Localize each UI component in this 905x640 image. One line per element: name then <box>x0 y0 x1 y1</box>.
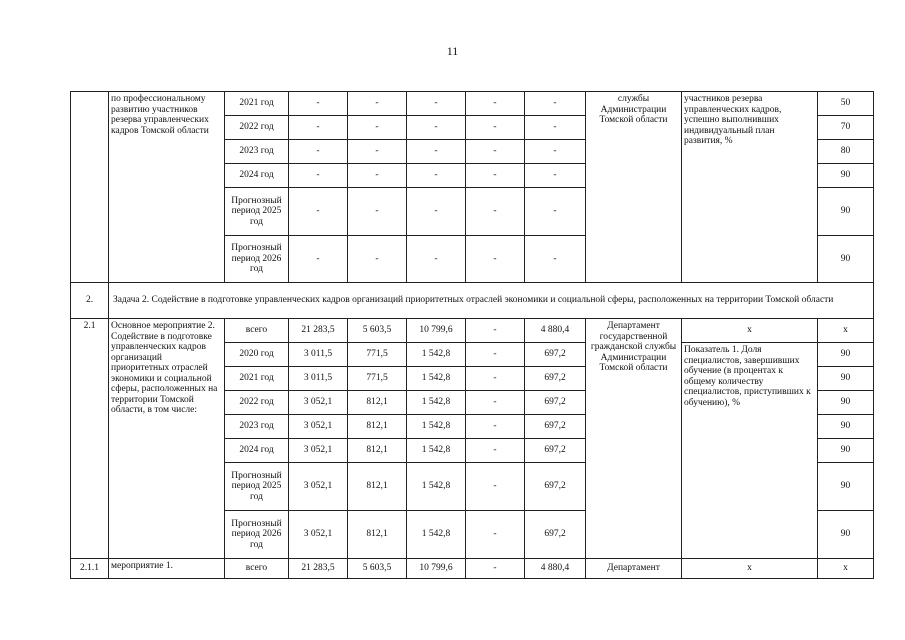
value-cell: - <box>466 511 525 559</box>
period-cell: Прогнозный период 2026 год <box>225 236 289 283</box>
value-cell: 812,1 <box>348 391 407 415</box>
value-cell: - <box>348 116 407 140</box>
value-cell: 771,5 <box>348 367 407 391</box>
value-cell: - <box>348 140 407 164</box>
value-cell: 697,2 <box>525 511 586 559</box>
value-cell: - <box>407 92 466 116</box>
period-cell: Прогнозный период 2026 год <box>225 511 289 559</box>
empty-cell <box>71 92 109 283</box>
value-cell: - <box>407 116 466 140</box>
value-cell: 4 880,4 <box>525 559 586 579</box>
value-cell: - <box>466 319 525 343</box>
value-cell: - <box>348 164 407 188</box>
target-cell: 90 <box>818 415 874 439</box>
target-cell: 70 <box>818 116 874 140</box>
value-cell: 1 542,8 <box>407 367 466 391</box>
value-cell: - <box>466 116 525 140</box>
value-cell: 21 283,5 <box>289 319 348 343</box>
period-cell: всего <box>225 559 289 579</box>
value-cell: - <box>407 236 466 283</box>
value-cell: - <box>525 92 586 116</box>
value-cell: 697,2 <box>525 343 586 367</box>
value-cell: 3 052,1 <box>289 511 348 559</box>
value-cell: - <box>466 559 525 579</box>
value-cell: - <box>407 188 466 236</box>
value-cell: 3 052,1 <box>289 463 348 511</box>
value-cell: 3 052,1 <box>289 415 348 439</box>
period-cell: Прогнозный период 2025 год <box>225 463 289 511</box>
period-cell: 2022 год <box>225 116 289 140</box>
target-cell: 90 <box>818 236 874 283</box>
value-cell: - <box>525 236 586 283</box>
target-cell: x <box>818 319 874 343</box>
value-cell: 3 052,1 <box>289 439 348 463</box>
target-cell: 90 <box>818 367 874 391</box>
period-cell: всего <box>225 319 289 343</box>
value-cell: - <box>525 188 586 236</box>
event-name: Основное мероприятие 2. Содействие в подготовке управленческих кадров организаций приоритетных отраслей экономики и социальной сферы, расположенных на территории Томской области, в том числе: <box>109 319 225 559</box>
value-cell: 812,1 <box>348 511 407 559</box>
value-cell: - <box>289 116 348 140</box>
target-cell: 90 <box>818 463 874 511</box>
value-cell: 21 283,5 <box>289 559 348 579</box>
target-cell: 90 <box>818 188 874 236</box>
value-cell: 5 603,5 <box>348 319 407 343</box>
value-cell: - <box>466 236 525 283</box>
indicator-cell: Показатель 1. Доля специалистов, завершивших обучение (в процентах к общему количеству специалистов, приступивших к обучению), % <box>682 343 818 559</box>
target-cell: 90 <box>818 511 874 559</box>
period-cell: 2023 год <box>225 140 289 164</box>
value-cell: 771,5 <box>348 343 407 367</box>
event-name: мероприятие 1. <box>109 559 225 579</box>
value-cell: - <box>289 140 348 164</box>
period-cell: 2023 год <box>225 415 289 439</box>
value-cell: 697,2 <box>525 439 586 463</box>
value-cell: 1 542,8 <box>407 343 466 367</box>
value-cell: - <box>525 116 586 140</box>
value-cell: - <box>525 140 586 164</box>
value-cell: - <box>289 236 348 283</box>
value-cell: - <box>348 236 407 283</box>
value-cell: - <box>407 140 466 164</box>
period-cell: 2021 год <box>225 367 289 391</box>
indicator-header: x <box>682 319 818 343</box>
task-title: Задача 2. Содействие в подготовке управленческих кадров организаций приоритетных отраслей экономики и социальной сферы, расположенных на территории Томской области <box>109 283 874 319</box>
target-cell: 90 <box>818 343 874 367</box>
value-cell: 3 052,1 <box>289 391 348 415</box>
value-cell: - <box>466 391 525 415</box>
executor-cell: Департамент <box>586 559 682 579</box>
value-cell: - <box>466 439 525 463</box>
value-cell: - <box>289 164 348 188</box>
value-cell: 1 542,8 <box>407 415 466 439</box>
period-cell: 2024 год <box>225 164 289 188</box>
value-cell: 697,2 <box>525 391 586 415</box>
value-cell: 812,1 <box>348 439 407 463</box>
value-cell: - <box>466 140 525 164</box>
value-cell: - <box>348 188 407 236</box>
value-cell: - <box>289 188 348 236</box>
value-cell: - <box>466 343 525 367</box>
value-cell: 1 542,8 <box>407 439 466 463</box>
value-cell: 10 799,6 <box>407 559 466 579</box>
target-cell: 50 <box>818 92 874 116</box>
value-cell: 3 011,5 <box>289 343 348 367</box>
target-cell: x <box>818 559 874 579</box>
value-cell: - <box>466 415 525 439</box>
period-cell: 2021 год <box>225 92 289 116</box>
period-cell: 2024 год <box>225 439 289 463</box>
target-cell: 90 <box>818 439 874 463</box>
value-cell: - <box>466 92 525 116</box>
target-cell: 90 <box>818 164 874 188</box>
event-number: 2.1 <box>71 319 109 559</box>
target-cell: 90 <box>818 391 874 415</box>
page-number: 11 <box>446 44 459 58</box>
value-cell: 697,2 <box>525 367 586 391</box>
value-cell: 10 799,6 <box>407 319 466 343</box>
indicator-cell: участников резерва управленческих кадров, успешно выполнивших индивидуальный план развития, % <box>682 92 818 283</box>
period-cell: 2020 год <box>225 343 289 367</box>
value-cell: 5 603,5 <box>348 559 407 579</box>
value-cell: 3 011,5 <box>289 367 348 391</box>
value-cell: 1 542,8 <box>407 391 466 415</box>
event-name-cont: по профессиональному развитию участников резерва управленческих кадров Томской области <box>109 92 225 283</box>
value-cell: 4 880,4 <box>525 319 586 343</box>
task-number: 2. <box>71 283 109 319</box>
program-table <box>70 91 874 579</box>
value-cell: 697,2 <box>525 463 586 511</box>
value-cell: - <box>525 164 586 188</box>
value-cell: - <box>466 463 525 511</box>
value-cell: 1 542,8 <box>407 463 466 511</box>
value-cell: - <box>407 164 466 188</box>
executor-cell: службы Администрации Томской области <box>586 92 682 283</box>
value-cell: 697,2 <box>525 415 586 439</box>
target-cell: 80 <box>818 140 874 164</box>
period-cell: 2022 год <box>225 391 289 415</box>
executor-cell: Департамент государственной гражданской службы Администрации Томской области <box>586 319 682 559</box>
value-cell: 812,1 <box>348 463 407 511</box>
indicator-cell: x <box>682 559 818 579</box>
event-number: 2.1.1 <box>71 559 109 579</box>
value-cell: - <box>466 164 525 188</box>
value-cell: - <box>466 188 525 236</box>
period-cell: Прогнозный период 2025 год <box>225 188 289 236</box>
value-cell: - <box>348 92 407 116</box>
value-cell: 1 542,8 <box>407 511 466 559</box>
value-cell: - <box>289 92 348 116</box>
value-cell: - <box>466 367 525 391</box>
value-cell: 812,1 <box>348 415 407 439</box>
